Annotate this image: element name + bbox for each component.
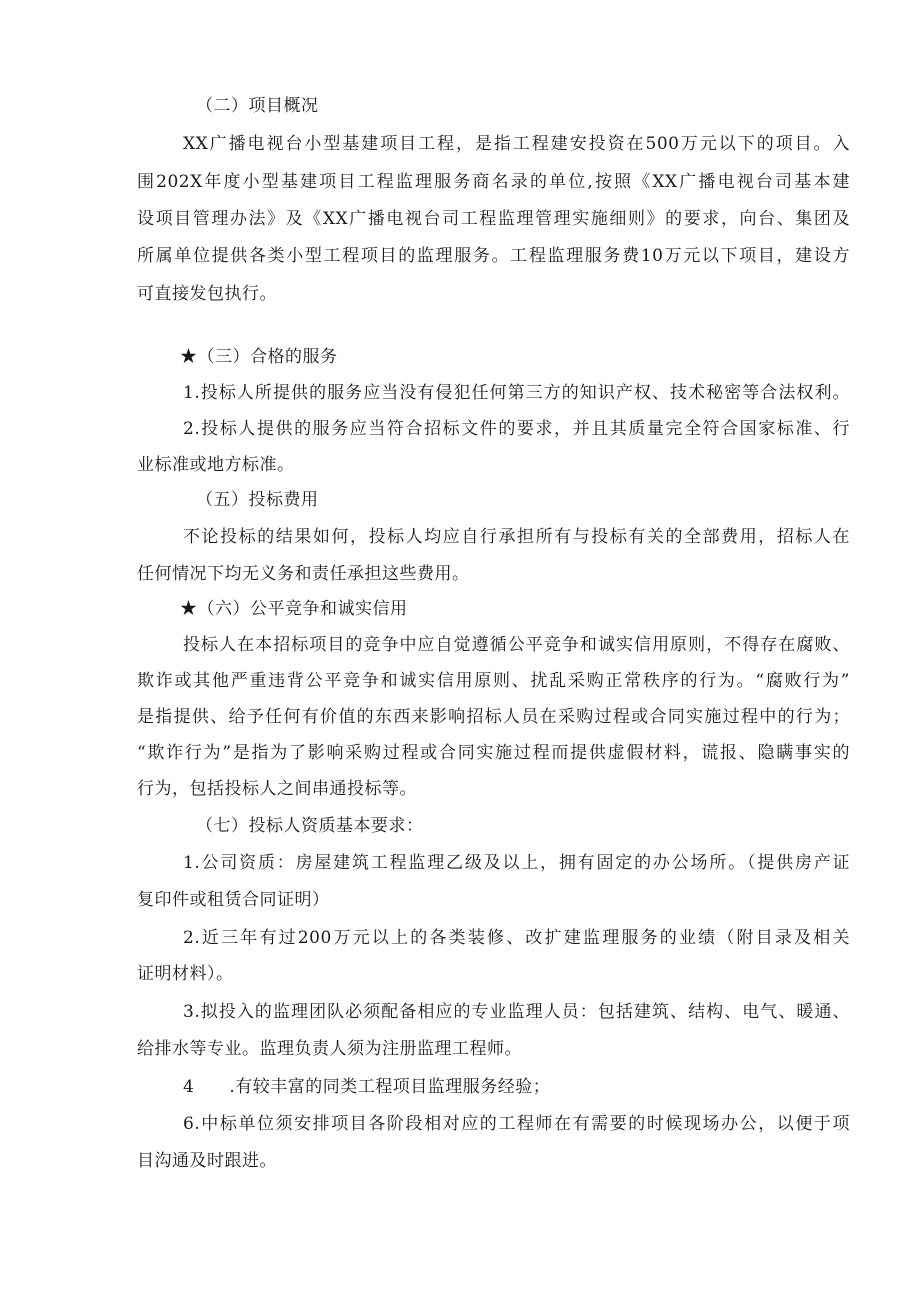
list-item: 3.拟投入的监理团队必须配备相应的专业监理人员：包括建筑、结构、电气、暖通、 <box>183 1002 850 1022</box>
list-item: 2.投标人提供的服务应当符合招标文件的要求，并且其质量完全符合国家标准、行 <box>183 419 850 439</box>
paragraph-line: 不论投标的结果如何，投标人均应自行承担所有与投标有关的全部费用，招标人在 <box>183 527 850 547</box>
paragraph-line: “欺诈行为”是指为了影响采购过程或合同实施过程而提供虚假材料，谎报、隐瞒事实的 <box>137 743 850 763</box>
paragraph-line: 目沟通及时跟进。 <box>137 1151 277 1171</box>
paragraph-line: 证明材料）。 <box>137 964 234 984</box>
section-heading-qualified-service: ★（三）合格的服务 <box>180 347 338 367</box>
section-heading-bid-cost: （五）投标费用 <box>196 490 319 510</box>
paragraph-line: 复印件或租赁合同证明） <box>137 890 330 910</box>
list-item: 2.近三年有过200万元以上的各类装修、改扩建监理服务的业绩（附目录及相关 <box>183 928 850 948</box>
paragraph-line: 设项目管理办法》及《XX广播电视台司工程监理管理实施细则》的要求，向台、集团及 <box>137 209 850 229</box>
paragraph-line: 行为，包括投标人之间串通投标等。 <box>137 779 417 799</box>
paragraph-line: XX广播电视台小型基建项目工程，是指工程建安投资在500万元以下的项目。入 <box>183 134 850 154</box>
section-heading-project-overview: （二）项目概况 <box>196 96 319 116</box>
paragraph-line: 投标人在本招标项目的竞争中应自觉遵循公平竞争和诚实信用原则，不得存在腐败、 <box>183 635 850 655</box>
list-item: 4 .有较丰富的同类工程项目监理服务经验； <box>183 1077 551 1097</box>
paragraph-line: 是指提供、给予任何有价值的东西来影响招标人员在采购过程或合同实施过程中的行为； <box>137 707 850 727</box>
list-item: 1.投标人所提供的服务应当没有侵犯任何第三方的知识产权、技术秘密等合法权利。 <box>183 383 850 403</box>
paragraph-line: 任何情况下均无义务和责任承担这些费用。 <box>137 564 470 584</box>
section-heading-qualification: （七）投标人资质基本要求： <box>196 816 424 836</box>
paragraph-line: 业标准或地方标准。 <box>137 455 295 475</box>
list-item: 1.公司资质：房屋建筑工程监理乙级及以上，拥有固定的办公场所。（提供房产证 <box>183 853 850 873</box>
list-item: 6.中标单位须安排项目各阶段相对应的工程师在有需要的时候现场办公，以便于项 <box>183 1114 850 1134</box>
paragraph-line: 给排水等专业。监理负责人须为注册监理工程师。 <box>137 1039 522 1059</box>
paragraph-line: 可直接发包执行。 <box>137 284 277 304</box>
paragraph-line: 欺诈或其他严重违背公平竞争和诚实信用原则、扰乱采购正常秩序的行为。“腐败行为” <box>137 671 850 691</box>
section-heading-fair-competition: ★（六）公平竞争和诚实信用 <box>180 599 408 619</box>
paragraph-line: 所属单位提供各类小型工程项目的监理服务。工程监理服务费10万元以下项目，建设方 <box>137 246 850 266</box>
paragraph-line: 围202X年度小型基建项目工程监理服务商名录的单位,按照《XX广播电视台司基本建 <box>137 172 850 192</box>
